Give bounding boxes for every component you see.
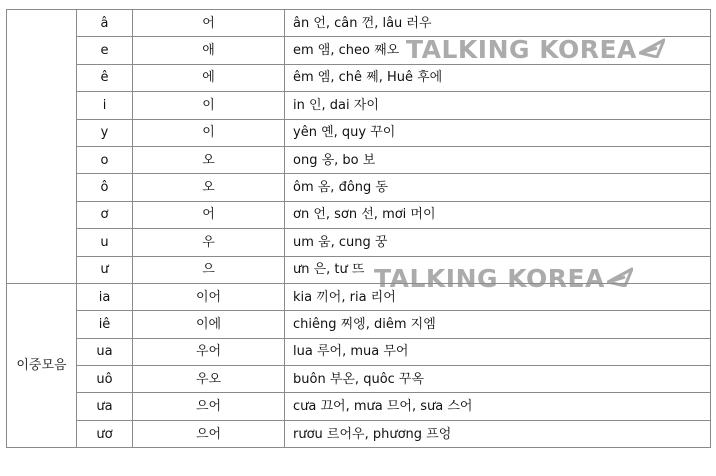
example-words: lua 루어, mua 무어	[285, 338, 711, 365]
table-row	[7, 311, 711, 338]
vowel-letter: ưa	[77, 393, 133, 420]
example-words: rươu 르어우, phương 프엉	[285, 420, 711, 447]
example-words: um 움, cung 꿍	[285, 229, 711, 256]
table-row	[7, 10, 711, 37]
korean-sound: 오	[133, 146, 285, 173]
example-words: cưa 끄어, mưa 므어, sưa 스어	[285, 393, 711, 420]
table-row	[7, 64, 711, 91]
group-label-cell	[7, 10, 77, 284]
korean-sound: 우	[133, 229, 285, 256]
vowel-letter: ơ	[77, 201, 133, 228]
vowel-table	[6, 9, 711, 448]
table-row	[7, 174, 711, 201]
vowel-letter: u	[77, 229, 133, 256]
korean-sound: 으어	[133, 393, 285, 420]
korean-sound: 으어	[133, 420, 285, 447]
korean-sound: 이어	[133, 283, 285, 310]
group-label-cell: 이중모음	[7, 283, 77, 447]
vowel-letter: i	[77, 92, 133, 119]
vowel-letter: uô	[77, 366, 133, 393]
table-row	[7, 92, 711, 119]
example-words: kia 끼어, ria 리어	[285, 283, 711, 310]
vowel-letter: ê	[77, 64, 133, 91]
korean-sound: 이	[133, 92, 285, 119]
vowel-letter: ươ	[77, 420, 133, 447]
vowel-letter: o	[77, 146, 133, 173]
korean-sound: 오	[133, 174, 285, 201]
table-row	[7, 201, 711, 228]
example-words: êm 엠, chê 쩨, Huê 후에	[285, 64, 711, 91]
table-row	[7, 393, 711, 420]
table-row	[7, 283, 711, 310]
korean-sound: 에	[133, 64, 285, 91]
vowel-letter: ư	[77, 256, 133, 283]
table-row	[7, 256, 711, 283]
example-words: ơn 언, sơn 선, mơi 머이	[285, 201, 711, 228]
table-row	[7, 366, 711, 393]
example-words: chiêng 찌엥, diêm 지엠	[285, 311, 711, 338]
korean-sound: 애	[133, 37, 285, 64]
example-words: ân 언, cân 껀, lâu 러우	[285, 10, 711, 37]
example-words: in 인, dai 자이	[285, 92, 711, 119]
watermark-text: TALKING KOREA	[374, 264, 605, 293]
table-row	[7, 146, 711, 173]
vowel-letter: ia	[77, 283, 133, 310]
korean-sound: 어	[133, 201, 285, 228]
example-words: em 앰, cheo 째오	[285, 37, 711, 64]
korean-sound: 이에	[133, 311, 285, 338]
table-row	[7, 420, 711, 447]
korean-sound: 으	[133, 256, 285, 283]
example-words: ôm 옴, đông 동	[285, 174, 711, 201]
example-words: ong 옹, bo 보	[285, 146, 711, 173]
example-words: buôn 부온, quôc 꾸옥	[285, 366, 711, 393]
vowel-letter: â	[77, 10, 133, 37]
watermark-text: TALKING KOREA	[406, 35, 637, 64]
table-row	[7, 338, 711, 365]
vowel-letter: ua	[77, 338, 133, 365]
vowel-letter: e	[77, 37, 133, 64]
table-row	[7, 37, 711, 64]
vowel-letter: ô	[77, 174, 133, 201]
korean-sound: 어	[133, 10, 285, 37]
table-row	[7, 229, 711, 256]
korean-sound: 이	[133, 119, 285, 146]
korean-sound: 우어	[133, 338, 285, 365]
korean-sound: 우오	[133, 366, 285, 393]
example-words: yên 옌, quy 꾸이	[285, 119, 711, 146]
table-row	[7, 119, 711, 146]
vowel-letter: y	[77, 119, 133, 146]
example-words: ưn 은, tư 뜨	[285, 256, 711, 283]
vowel-letter: iê	[77, 311, 133, 338]
